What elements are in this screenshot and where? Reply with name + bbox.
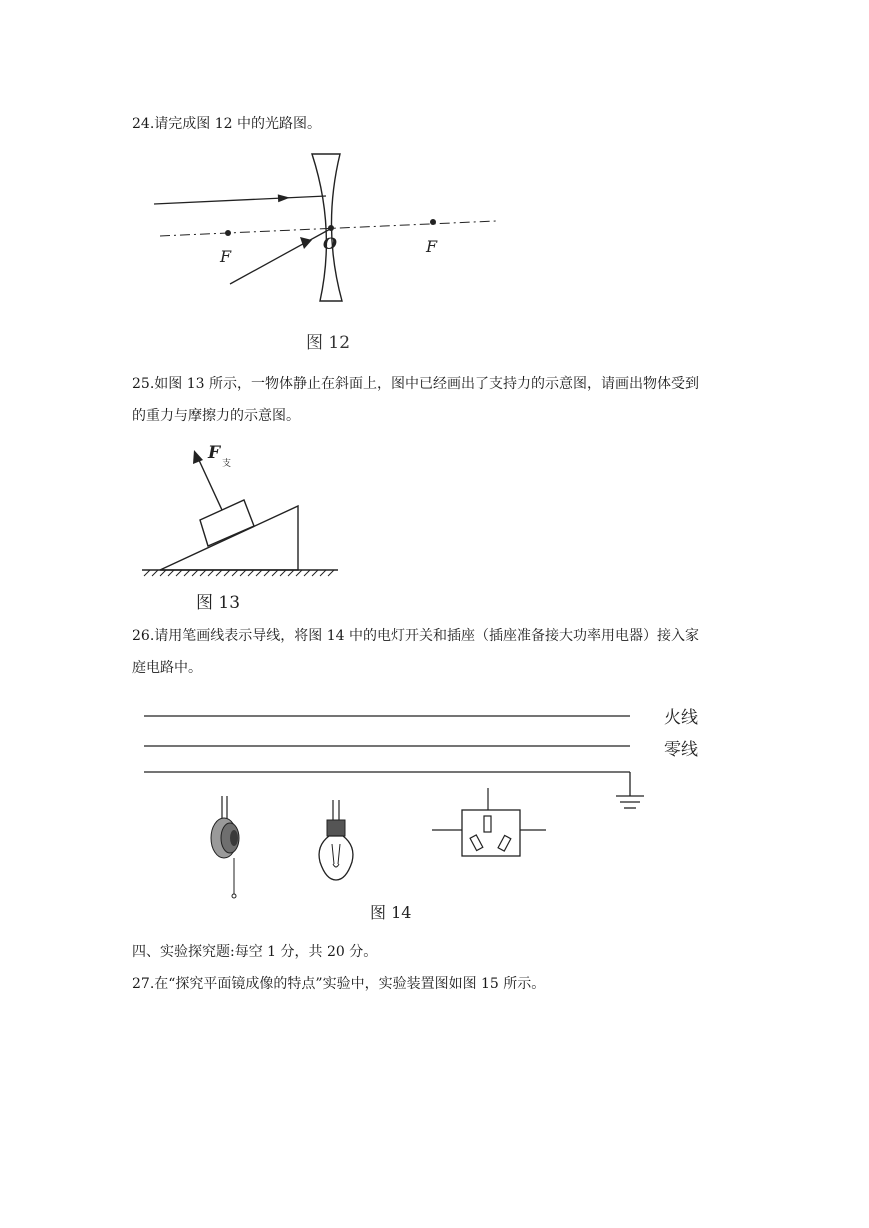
question-26-line-2: 庭电路中。 (132, 660, 202, 676)
figure-12-concave-lens (140, 148, 510, 358)
figure-13-caption: 图 13 (196, 593, 241, 613)
figure-14-household-circuit (130, 696, 650, 926)
figure-14-caption: 图 14 (370, 903, 412, 922)
question-27: 27.在“探究平面镜成像的特点”实验中，实验装置图如图 15 所示。 (132, 976, 546, 992)
incident-ray-parallel (154, 196, 326, 204)
focus-point-left (225, 230, 231, 236)
concave-lens (312, 154, 342, 301)
question-25-line-1: 25.如图 13 所示，一物体静止在斜面上，图中已经画出了支持力的示意图，请画出物体受到 (132, 376, 699, 392)
question-26-line-1: 26.请用笔画线表示导线，将图 14 中的电灯开关和插座（插座准备接大功率用电器）接入家 (132, 628, 699, 644)
force-subscript: 支 (222, 459, 232, 469)
section-4-heading: 四、实验探究题:每空 1 分，共 20 分。 (132, 944, 378, 960)
optical-center-point (328, 225, 334, 231)
support-force-arrowhead (193, 450, 203, 464)
focus-label-left: F (220, 247, 232, 266)
ground-hatching (144, 570, 334, 576)
force-label: F (208, 443, 221, 463)
question-24: 24.请完成图 12 中的光路图。 (132, 116, 321, 132)
ground-symbol (616, 772, 644, 808)
neutral-wire-label: 零线 (664, 740, 698, 760)
ray-arrow-center (300, 237, 312, 249)
light-bulb (319, 800, 353, 880)
figure-13-incline (138, 440, 388, 620)
focus-point-right (430, 219, 436, 225)
optical-center-label: O (323, 234, 337, 253)
live-wire-label: 火线 (664, 708, 698, 728)
focus-label-right: F (426, 237, 438, 256)
ray-arrow-parallel (278, 194, 290, 203)
figure-12-caption: 图 12 (306, 333, 351, 353)
support-force-arrow (198, 458, 222, 510)
pull-switch (211, 796, 239, 898)
three-pin-socket (432, 788, 546, 856)
question-25-line-2: 的重力与摩擦力的示意图。 (132, 408, 300, 424)
incident-ray-center (230, 228, 332, 284)
